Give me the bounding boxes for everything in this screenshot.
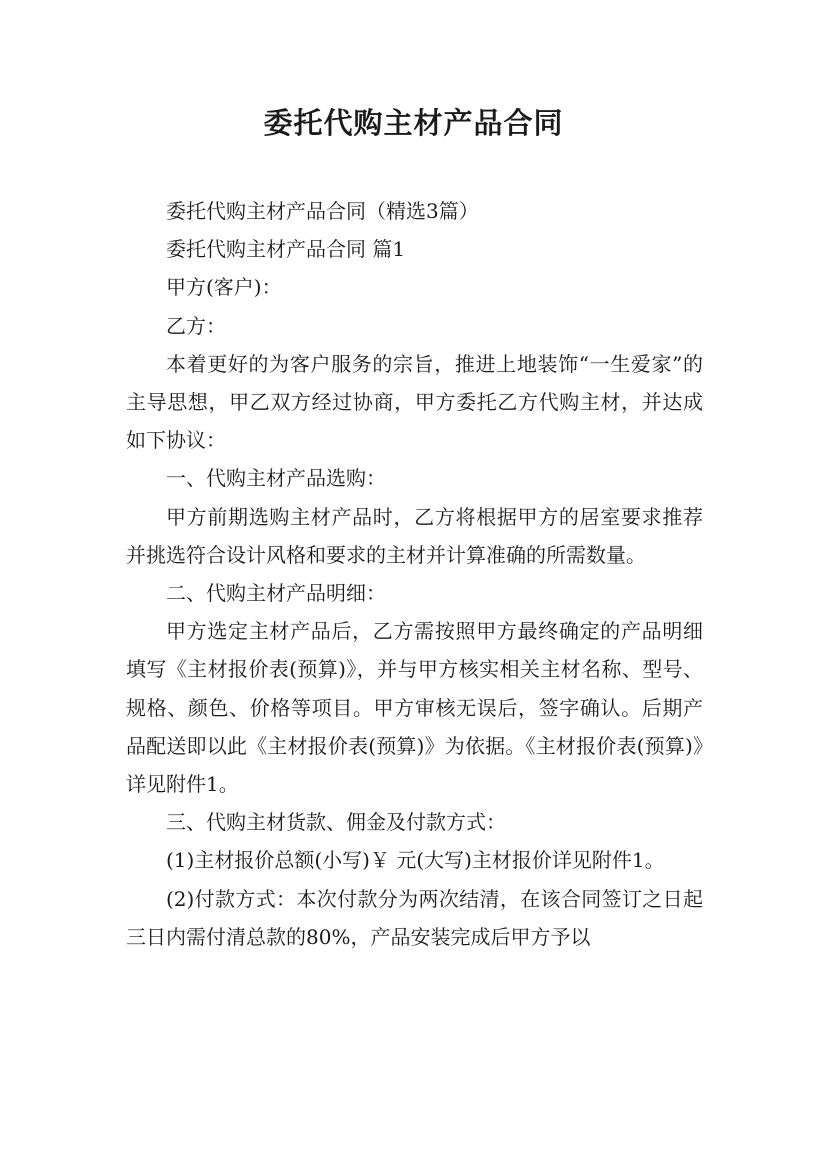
paragraph: 委托代购主材产品合同（精选3篇）	[166, 199, 479, 223]
paragraph: 本着更好的为客户服务的宗旨，推进上地装饰“一生爱家”的主导思想，甲乙双方经过协商，甲方委托乙方代购主材，并达成如下协议：	[126, 351, 703, 453]
section-heading: 二、代购主材产品明细：	[166, 581, 386, 606]
paragraph: 委托代购主材产品合同 篇1	[166, 237, 406, 262]
paragraph: (1)主材报价总额(小写)￥ 元(大写)主材报价详见附件1。	[166, 848, 665, 873]
paragraph: (2)付款方式：本次付款分为两次结清，在该合同签订之日起三日内需付清总款的80%，产品安装完成后甲方予以	[126, 886, 703, 949]
document-body	[126, 192, 703, 956]
paragraph: 甲方(客户)：	[166, 275, 282, 300]
section-heading: 一、代购主材产品选购：	[166, 466, 386, 491]
document-title: 委托代购主材产品合同	[263, 106, 564, 140]
paragraph: 甲方选定主材产品后，乙方需按照甲方最终确定的产品明细填写《主材报价表(预算)》，并与甲方核实相关主材名称、型号、规格、颜色、价格等项目。甲方审核无误后，签字确认。后期产品配送即以此《主材报价表(预算)》为依据。《主材报价表(预算)》详见附件1。	[126, 619, 703, 797]
paragraph: 乙方：	[166, 313, 226, 338]
paragraph: 甲方前期选购主材产品时，乙方将根据甲方的居室要求推荐并挑选符合设计风格和要求的主材并计算准确的所需数量。	[126, 504, 703, 567]
section-heading: 三、代购主材货款、佣金及付款方式：	[166, 810, 506, 835]
